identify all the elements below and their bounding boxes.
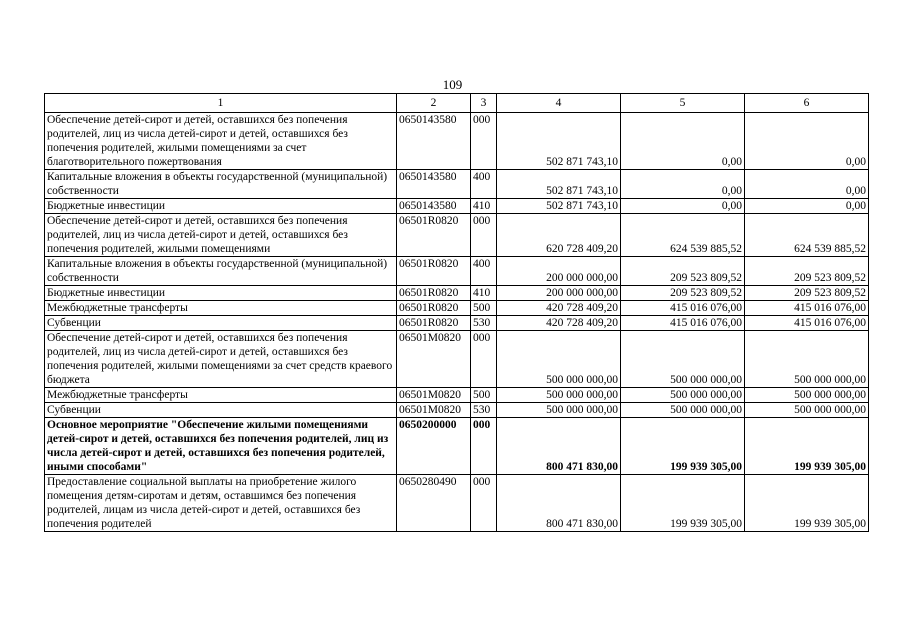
table-row bbox=[45, 316, 869, 331]
column-header-value-3: 6 bbox=[745, 94, 869, 113]
row-value-3-cell: 415 016 076,00 bbox=[745, 316, 869, 331]
row-name-cell: Межбюджетные трансферты bbox=[45, 301, 397, 316]
row-value-1-cell: 500 000 000,00 bbox=[497, 403, 621, 418]
row-code-cell: 0650143580 bbox=[397, 199, 471, 214]
row-type-cell: 400 bbox=[471, 257, 497, 286]
row-value-2-cell: 199 939 305,00 bbox=[621, 418, 745, 475]
row-code-cell: 0650143580 bbox=[397, 170, 471, 199]
budget-table bbox=[44, 93, 869, 532]
table-row bbox=[45, 418, 869, 475]
column-header-type: 3 bbox=[471, 94, 497, 113]
row-value-3-cell: 500 000 000,00 bbox=[745, 331, 869, 388]
table-row bbox=[45, 170, 869, 199]
row-code-cell: 06501R0820 bbox=[397, 286, 471, 301]
row-type-cell: 530 bbox=[471, 403, 497, 418]
row-value-1-cell: 502 871 743,10 bbox=[497, 199, 621, 214]
row-type-cell: 000 bbox=[471, 113, 497, 170]
row-value-2-cell: 500 000 000,00 bbox=[621, 388, 745, 403]
row-code-cell: 06501R0820 bbox=[397, 316, 471, 331]
row-value-3-cell: 500 000 000,00 bbox=[745, 403, 869, 418]
row-value-1-cell: 420 728 409,20 bbox=[497, 316, 621, 331]
row-value-1-cell: 500 000 000,00 bbox=[497, 388, 621, 403]
row-code-cell: 06501M0820 bbox=[397, 403, 471, 418]
row-value-3-cell: 0,00 bbox=[745, 199, 869, 214]
table-row bbox=[45, 199, 869, 214]
row-type-cell: 410 bbox=[471, 286, 497, 301]
row-name-cell: Капитальные вложения в объекты государственной (муниципальной) собственности bbox=[45, 257, 397, 286]
row-value-2-cell: 500 000 000,00 bbox=[621, 403, 745, 418]
row-value-1-cell: 502 871 743,10 bbox=[497, 170, 621, 199]
row-type-cell: 000 bbox=[471, 331, 497, 388]
table-row bbox=[45, 331, 869, 388]
row-value-1-cell: 800 471 830,00 bbox=[497, 475, 621, 532]
row-value-1-cell: 420 728 409,20 bbox=[497, 301, 621, 316]
row-name-cell: Капитальные вложения в объекты государственной (муниципальной) собственности bbox=[45, 170, 397, 199]
row-name-cell: Основное мероприятие "Обеспечение жилыми помещениями детей-сирот и детей, оставшихся без попечения родителей, лиц из числа детей-сирот и детей, оставшихся без попечения родителей, иными способами" bbox=[45, 418, 397, 475]
row-name-cell: Межбюджетные трансферты bbox=[45, 388, 397, 403]
row-value-3-cell: 209 523 809,52 bbox=[745, 257, 869, 286]
row-value-3-cell: 500 000 000,00 bbox=[745, 388, 869, 403]
page-number: 109 bbox=[442, 77, 463, 92]
row-type-cell: 500 bbox=[471, 301, 497, 316]
row-name-cell: Субвенции bbox=[45, 403, 397, 418]
row-value-2-cell: 0,00 bbox=[621, 170, 745, 199]
row-name-cell: Обеспечение детей-сирот и детей, оставшихся без попечения родителей, лиц из числа детей-сирот и детей, оставшихся без попечения родителей, жилыми помещениями за счет благотворительного пожертвования bbox=[45, 113, 397, 170]
column-header-value-1: 4 bbox=[497, 94, 621, 113]
table-row bbox=[45, 257, 869, 286]
row-value-1-cell: 800 471 830,00 bbox=[497, 418, 621, 475]
row-value-1-cell: 200 000 000,00 bbox=[497, 257, 621, 286]
row-value-1-cell: 620 728 409,20 bbox=[497, 214, 621, 257]
row-value-2-cell: 0,00 bbox=[621, 199, 745, 214]
table-row bbox=[45, 388, 869, 403]
row-value-3-cell: 199 939 305,00 bbox=[745, 418, 869, 475]
row-value-1-cell: 502 871 743,10 bbox=[497, 113, 621, 170]
row-value-2-cell: 415 016 076,00 bbox=[621, 316, 745, 331]
row-value-2-cell: 624 539 885,52 bbox=[621, 214, 745, 257]
table-row bbox=[45, 301, 869, 316]
table-row bbox=[45, 214, 869, 257]
row-value-1-cell: 200 000 000,00 bbox=[497, 286, 621, 301]
row-type-cell: 000 bbox=[471, 418, 497, 475]
row-name-cell: Бюджетные инвестиции bbox=[45, 199, 397, 214]
row-value-2-cell: 209 523 809,52 bbox=[621, 257, 745, 286]
row-type-cell: 000 bbox=[471, 475, 497, 532]
table-row bbox=[45, 475, 869, 532]
row-value-1-cell: 500 000 000,00 bbox=[497, 331, 621, 388]
row-value-2-cell: 415 016 076,00 bbox=[621, 301, 745, 316]
table-row bbox=[45, 113, 869, 170]
row-type-cell: 000 bbox=[471, 214, 497, 257]
row-value-3-cell: 415 016 076,00 bbox=[745, 301, 869, 316]
row-code-cell: 06501M0820 bbox=[397, 388, 471, 403]
row-code-cell: 06501R0820 bbox=[397, 257, 471, 286]
table-row bbox=[45, 286, 869, 301]
row-code-cell: 06501R0820 bbox=[397, 301, 471, 316]
row-code-cell: 06501R0820 bbox=[397, 214, 471, 257]
row-type-cell: 410 bbox=[471, 199, 497, 214]
row-value-3-cell: 209 523 809,52 bbox=[745, 286, 869, 301]
row-code-cell: 06501M0820 bbox=[397, 331, 471, 388]
row-type-cell: 500 bbox=[471, 388, 497, 403]
row-type-cell: 530 bbox=[471, 316, 497, 331]
row-name-cell: Обеспечение детей-сирот и детей, оставшихся без попечения родителей, лиц из числа детей-сирот и детей, оставшихся без попечения родителей, жилыми помещениями за счет средств краевого бюджета bbox=[45, 331, 397, 388]
table-header-row bbox=[45, 94, 869, 113]
row-value-3-cell: 0,00 bbox=[745, 170, 869, 199]
row-code-cell: 0650200000 bbox=[397, 418, 471, 475]
row-name-cell: Обеспечение детей-сирот и детей, оставшихся без попечения родителей, лиц из числа детей-сирот и детей, оставшихся без попечения родителей, жилыми помещениями bbox=[45, 214, 397, 257]
row-value-3-cell: 0,00 bbox=[745, 113, 869, 170]
column-header-code: 2 bbox=[397, 94, 471, 113]
table-row bbox=[45, 403, 869, 418]
row-value-2-cell: 0,00 bbox=[621, 113, 745, 170]
row-value-2-cell: 199 939 305,00 bbox=[621, 475, 745, 532]
row-value-2-cell: 209 523 809,52 bbox=[621, 286, 745, 301]
table-body bbox=[45, 113, 869, 532]
column-header-name: 1 bbox=[45, 94, 397, 113]
row-name-cell: Предоставление социальной выплаты на приобретение жилого помещения детям-сиротам и детям, оставшимся без попечения родителей, лицам из числа детей-сирот и детей, оставшихся без попечения родителей bbox=[45, 475, 397, 532]
row-type-cell: 400 bbox=[471, 170, 497, 199]
row-code-cell: 0650143580 bbox=[397, 113, 471, 170]
row-value-3-cell: 624 539 885,52 bbox=[745, 214, 869, 257]
row-name-cell: Субвенции bbox=[45, 316, 397, 331]
row-code-cell: 0650280490 bbox=[397, 475, 471, 532]
row-value-3-cell: 199 939 305,00 bbox=[745, 475, 869, 532]
row-value-2-cell: 500 000 000,00 bbox=[621, 331, 745, 388]
row-name-cell: Бюджетные инвестиции bbox=[45, 286, 397, 301]
column-header-value-2: 5 bbox=[621, 94, 745, 113]
